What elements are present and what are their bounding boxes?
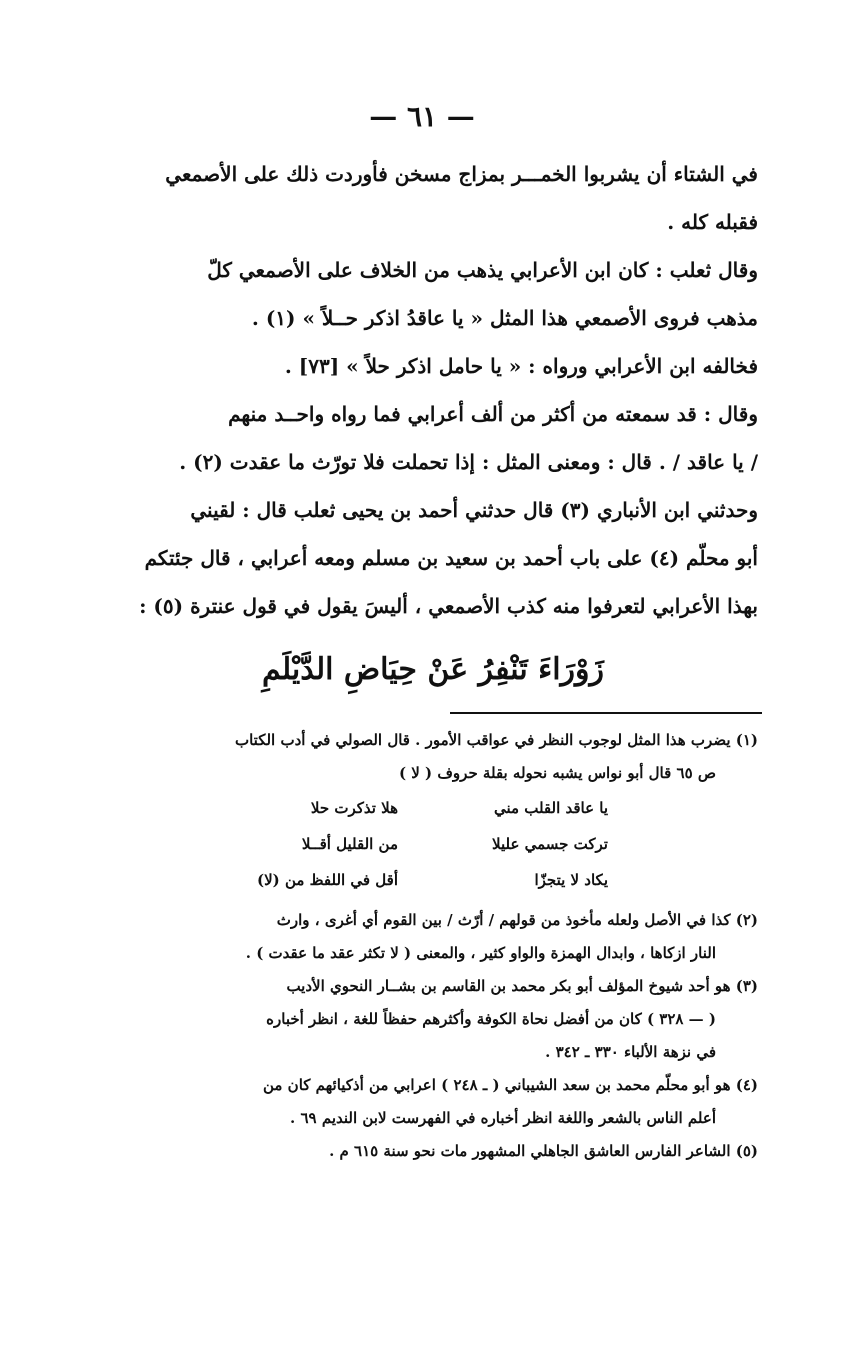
poem-hemistich: من القليل أقــلا [301, 835, 398, 853]
footnote-4-line: أعلم الناس بالشعر واللغة انظر أخباره في الفهرست لابن النديم ٦٩ . [290, 1109, 716, 1127]
footnote-2-line: النار ازكاها ، وابدال الهمزة والواو كثير ، والمعنى ( لا تكثر عقد ما عقدت ) . [245, 944, 716, 962]
text-line: فخالفه ابن الأعرابي ورواه : « يا حامل اذكر حلاً » [٧٣] . [284, 354, 758, 378]
poem-row [108, 826, 608, 862]
text-line: / يا عاقد / . قال : ومعنى المثل : إذا تحملت فلا تورّث ما عقدت (٢) . [179, 450, 758, 474]
footnote-3-line: في نزهة الألباء ٣٣٠ ـ ٣٤٢ . [545, 1043, 716, 1061]
poem-hemistich: هلا تذكرت حلا [310, 799, 398, 817]
poem-hemistich: أقل في اللفظ من (لا) [257, 871, 398, 889]
footnotes [108, 724, 758, 1168]
footnote-5-line: (٥) الشاعر الفارس العاشق الجاهلي المشهور مات نحو سنة ٦١٥ م . [329, 1142, 758, 1160]
footnote-separator [450, 712, 762, 714]
text-line: وحدثني ابن الأنباري (٣) قال حدثني أحمد بن يحيى ثعلب قال : لقيني [190, 498, 758, 522]
poem-row [108, 790, 608, 826]
text-line: فقبله كله . [667, 210, 758, 234]
text-line: بهذا الأعرابي لتعرفوا منه كذب الأصمعي ، أليسَ يقول في قول عنترة (٥) : [139, 594, 758, 618]
text-line: أبو محلّم (٤) على باب أحمد بن سعيد بن مسلم ومعه أعرابي ، قال جئتكم [144, 546, 758, 570]
text-line: وقال ثعلب : كان ابن الأعرابي يذهب من الخلاف على الأصمعي كلّ [207, 258, 758, 282]
text-line: مذهب فروى الأصمعي هذا المثل « يا عاقدُ اذكر حــلاً » (١) . [251, 306, 758, 330]
footnote-2-line: (٢) كذا في الأصل ولعله مأخوذ من قولهم / أرّث / بين القوم أي أغرى ، وارث [276, 911, 758, 929]
text-line: وقال : قد سمعته من أكثر من ألف أعرابي فما رواه واحــد منهم [228, 402, 758, 426]
poem-verse: زَوْرَاءَ تَنْفِرُ عَنْ حِيَاضِ الدَّيْلَمِ [261, 652, 605, 687]
footnote-3-line: ( — ٣٢٨ ) كان من أفضل نحاة الكوفة وأكثرهم حفظاً للغة ، انظر أخباره [266, 1010, 716, 1028]
footnote-1-line: ص ٦٥ قال أبو نواس يشبه نحوله بقلة حروف ( لا ) [398, 764, 716, 782]
footnote-1-line: (١) يضرب هذا المثل لوجوب النظر في عواقب الأمور . قال الصولي في أدب الكتاب [234, 731, 758, 749]
footnote-3-line: (٣) هو أحد شيوخ المؤلف أبو بكر محمد بن القاسم بن بشــار النحوي الأديب [286, 977, 758, 995]
poem-hemistich: يكاد لا يتجزّا [534, 871, 608, 889]
poem-hemistich: يا عاقد القلب مني [493, 799, 608, 817]
poem-hemistich: تركت جسمي عليلا [492, 835, 608, 853]
main-text [108, 150, 758, 630]
footnote-poem [108, 790, 758, 898]
text-line: في الشتاء أن يشربوا الخمـــر بمزاج مسخن فأوردت ذلك على الأصمعي [165, 162, 758, 186]
poem-row [108, 862, 608, 898]
page-number: — ٦١ — [369, 100, 475, 133]
footnote-4-line: (٤) هو أبو محلّم محمد بن سعد الشيباني ( ـ ٢٤٨ ) اعرابي من أذكيائهم كان من [263, 1076, 758, 1094]
